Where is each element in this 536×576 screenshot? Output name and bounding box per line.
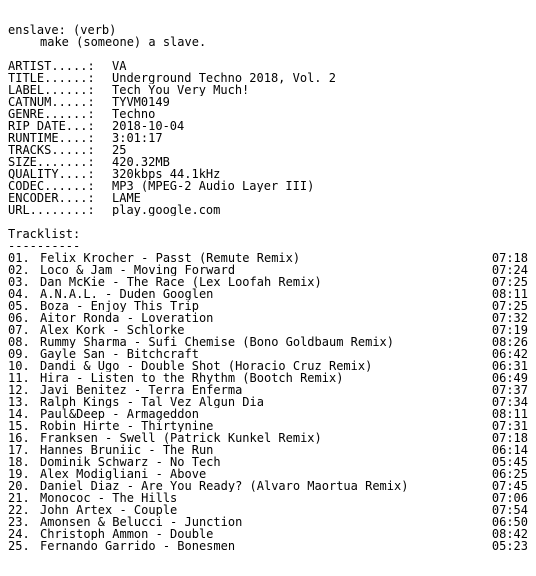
- track-title: Paul&Deep - Armageddon: [40, 408, 199, 420]
- info-value: MP3 (MPEG-2 Audio Layer III): [112, 180, 315, 192]
- track-row: [8, 384, 528, 396]
- track-row: [8, 396, 528, 408]
- track-duration: 06:31: [491, 360, 528, 372]
- track-title: Daniel Diaz - Are You Ready? (Alvaro Maortua Remix): [40, 480, 409, 492]
- track-duration: 06:49: [491, 372, 528, 384]
- track-duration: 07:54: [491, 504, 528, 516]
- track-title: Loco & Jam - Moving Forward: [40, 264, 236, 276]
- track-title: Alex Kork - Schlorke: [40, 324, 185, 336]
- track-row: [8, 252, 528, 264]
- track-duration: 06:14: [491, 444, 528, 456]
- track-title: Boza - Enjoy This Trip: [40, 300, 199, 312]
- info-row-encoder: [8, 192, 528, 204]
- track-row: [8, 372, 528, 384]
- track-number: 15.: [8, 420, 30, 432]
- info-row-rip-date: [8, 120, 528, 132]
- info-value: Techno: [112, 108, 156, 120]
- track-number: 23.: [8, 516, 30, 528]
- track-number: 01.: [8, 252, 30, 264]
- nfo-document: [8, 24, 528, 552]
- track-row: [8, 504, 528, 516]
- track-duration: 07:37: [491, 384, 528, 396]
- track-title: Dan McKie - The Race (Lex Loofah Remix): [40, 276, 322, 288]
- info-value: TYVM0149: [112, 96, 170, 108]
- track-title: Felix Krocher - Passt (Remute Remix): [40, 252, 301, 264]
- track-title: Dandi & Ugo - Double Shot (Horacio Cruz Remix): [40, 360, 373, 372]
- track-number: 07.: [8, 324, 30, 336]
- track-number: 05.: [8, 300, 30, 312]
- track-title: A.N.A.L. - Duden Googlen: [40, 288, 214, 300]
- track-duration: 07:18: [491, 252, 528, 264]
- track-duration: 06:25: [491, 468, 528, 480]
- tracklist: [8, 252, 528, 552]
- track-number: 04.: [8, 288, 30, 300]
- track-number: 09.: [8, 348, 30, 360]
- track-row: [8, 288, 528, 300]
- track-duration: 08:26: [491, 336, 528, 348]
- info-row-runtime: [8, 132, 528, 144]
- info-value: 3:01:17: [112, 132, 163, 144]
- info-row-size: [8, 156, 528, 168]
- track-row: [8, 492, 528, 504]
- info-value: 420.32MB: [112, 156, 170, 168]
- track-duration: 08:11: [491, 288, 528, 300]
- track-duration: 08:11: [491, 408, 528, 420]
- info-key: LABEL......:: [8, 84, 95, 96]
- track-number: 20.: [8, 480, 30, 492]
- info-value: Underground Techno 2018, Vol. 2: [112, 72, 336, 84]
- track-number: 03.: [8, 276, 30, 288]
- info-key: ENCODER....:: [8, 192, 95, 204]
- track-number: 13.: [8, 396, 30, 408]
- spacer: [8, 48, 528, 60]
- release-info: [8, 60, 528, 216]
- info-row-artist: [8, 60, 528, 72]
- info-row-catnum: [8, 96, 528, 108]
- track-number: 22.: [8, 504, 30, 516]
- track-title: John Artex - Couple: [40, 504, 178, 516]
- track-duration: 07:45: [491, 480, 528, 492]
- info-value: LAME: [112, 192, 141, 204]
- info-key: ARTIST.....:: [8, 60, 95, 72]
- track-row: [8, 408, 528, 420]
- track-row: [8, 336, 528, 348]
- track-number: 08.: [8, 336, 30, 348]
- info-row-url: [8, 204, 528, 216]
- info-value: 320kbps 44.1kHz: [112, 168, 221, 180]
- track-row: [8, 456, 528, 468]
- track-number: 11.: [8, 372, 30, 384]
- track-title: Monococ - The Hills: [40, 492, 178, 504]
- info-value: 2018-10-04: [112, 120, 185, 132]
- info-row-genre: [8, 108, 528, 120]
- track-number: 17.: [8, 444, 30, 456]
- definition-term: enslave: (verb): [8, 24, 117, 36]
- track-title: Christoph Ammon - Double: [40, 528, 214, 540]
- info-value: Tech You Very Much!: [112, 84, 250, 96]
- track-row: [8, 312, 528, 324]
- track-title: Amonsen & Belucci - Junction: [40, 516, 243, 528]
- info-key: TITLE......:: [8, 72, 95, 84]
- track-duration: 06:50: [491, 516, 528, 528]
- track-title: Fernando Garrido - Bonesmen: [40, 540, 236, 552]
- track-number: 02.: [8, 264, 30, 276]
- info-key: QUALITY....:: [8, 168, 95, 180]
- track-number: 16.: [8, 432, 30, 444]
- track-number: 12.: [8, 384, 30, 396]
- track-duration: 07:32: [491, 312, 528, 324]
- track-duration: 06:42: [491, 348, 528, 360]
- track-number: 19.: [8, 468, 30, 480]
- track-title: Gayle San - Bitchcraft: [40, 348, 199, 360]
- track-row: [8, 348, 528, 360]
- track-row: [8, 264, 528, 276]
- info-value: 25: [112, 144, 127, 156]
- info-row-codec: [8, 180, 528, 192]
- track-title: Javi Benitez - Terra Enferma: [40, 384, 243, 396]
- info-value: play.google.com: [112, 204, 221, 216]
- track-row: [8, 360, 528, 372]
- track-title: Aitor Ronda - Loveration: [40, 312, 214, 324]
- info-row-label: [8, 84, 528, 96]
- info-key: SIZE.......:: [8, 156, 95, 168]
- track-title: Alex Modigliani - Above: [40, 468, 207, 480]
- track-row: [8, 480, 528, 492]
- info-row-tracks: [8, 144, 528, 156]
- track-title: Rummy Sharma - Sufi Chemise (Bono Goldbaum Remix): [40, 336, 395, 348]
- info-key: RUNTIME....:: [8, 132, 95, 144]
- info-key: RIP DATE...:: [8, 120, 95, 132]
- tracklist-rule: ----------: [8, 240, 81, 252]
- track-number: 24.: [8, 528, 30, 540]
- info-key: CATNUM.....:: [8, 96, 95, 108]
- info-row-quality: [8, 168, 528, 180]
- track-title: Robin Hirte - Thirtynine: [40, 420, 214, 432]
- track-row: [8, 516, 528, 528]
- track-row: [8, 444, 528, 456]
- info-key: CODEC......:: [8, 180, 95, 192]
- track-row: [8, 300, 528, 312]
- track-number: 10.: [8, 360, 30, 372]
- track-number: 18.: [8, 456, 30, 468]
- info-key: URL........:: [8, 204, 95, 216]
- track-title: Franksen - Swell (Patrick Kunkel Remix): [40, 432, 322, 444]
- track-duration: 07:25: [491, 300, 528, 312]
- track-duration: 07:24: [491, 264, 528, 276]
- info-key: GENRE......:: [8, 108, 95, 120]
- info-key: TRACKS.....:: [8, 144, 95, 156]
- track-title: Dominik Schwarz - No Tech: [40, 456, 221, 468]
- track-duration: 05:45: [491, 456, 528, 468]
- track-row: [8, 324, 528, 336]
- track-row: [8, 528, 528, 540]
- track-row: [8, 276, 528, 288]
- track-number: 25.: [8, 540, 30, 552]
- track-title: Hannes Bruniic - The Run: [40, 444, 214, 456]
- track-title: Ralph Kings - Tal Vez Algun Dia: [40, 396, 264, 408]
- track-number: 14.: [8, 408, 30, 420]
- info-value: VA: [112, 60, 127, 72]
- track-duration: 07:19: [491, 324, 528, 336]
- track-duration: 07:06: [491, 492, 528, 504]
- track-duration: 07:25: [491, 276, 528, 288]
- info-row-title: [8, 72, 528, 84]
- definition-meaning: make (someone) a slave.: [40, 36, 207, 48]
- track-row: [8, 432, 528, 444]
- track-duration: 08:42: [491, 528, 528, 540]
- track-number: 06.: [8, 312, 30, 324]
- track-duration: 07:31: [491, 420, 528, 432]
- track-number: 21.: [8, 492, 30, 504]
- track-row: [8, 540, 528, 552]
- track-row: [8, 468, 528, 480]
- tracklist-heading: Tracklist:: [8, 228, 81, 240]
- spacer: [8, 216, 528, 228]
- track-title: Hira - Listen to the Rhythm (Bootch Remix): [40, 372, 344, 384]
- track-duration: 07:34: [491, 396, 528, 408]
- track-duration: 05:23: [491, 540, 528, 552]
- track-duration: 07:18: [491, 432, 528, 444]
- track-row: [8, 420, 528, 432]
